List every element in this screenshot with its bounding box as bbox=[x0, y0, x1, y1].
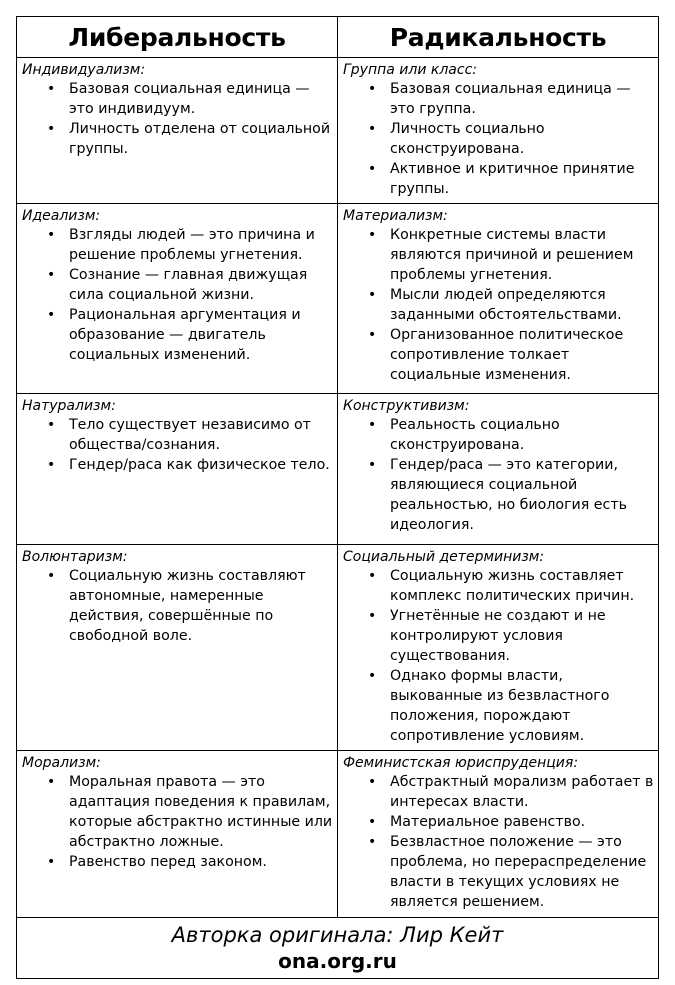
header-liberal: Либеральность bbox=[17, 17, 338, 58]
bullet-item: • Рациональная аргументация и образование — двигатель социальных изменений. bbox=[21, 305, 333, 365]
bullet-item: • Гендер/раса как физическое тело. bbox=[21, 455, 333, 475]
cell-radical bbox=[338, 545, 659, 751]
cell-radical bbox=[338, 204, 659, 394]
table-row bbox=[17, 394, 659, 545]
cell-title: Натурализм: bbox=[22, 398, 116, 414]
cell-radical bbox=[338, 58, 659, 204]
footer-cell bbox=[17, 918, 659, 979]
bullet-item: • Мысли людей определяются заданными обстоятельствами. bbox=[342, 285, 654, 325]
bullet-item: • Социальную жизнь составляют автономные, намеренные действия, совершённые по свободной воле. bbox=[21, 566, 333, 646]
bullet-item: • Базовая социальная единица — это группа. bbox=[342, 79, 654, 119]
header-radical: Радикальность bbox=[338, 17, 659, 58]
bullet-item: • Гендер/раса — это категории, являющиеся социальной реальностью, но биология есть идеология. bbox=[342, 455, 654, 535]
bullet-item: • Сознание — главная движущая сила социальной жизни. bbox=[21, 265, 333, 305]
cell-title: Индивидуализм: bbox=[22, 62, 146, 78]
footer-row bbox=[17, 918, 659, 979]
bullet-item: • Базовая социальная единица — это индивидуум. bbox=[21, 79, 333, 119]
cell-title: Конструктивизм: bbox=[343, 398, 470, 414]
bullet-item: • Равенство перед законом. bbox=[21, 852, 333, 872]
table-row bbox=[17, 751, 659, 918]
author-credit: Авторка оригинала: Лир Кейт bbox=[171, 923, 504, 947]
bullet-item: • Абстрактный морализм работает в интересах власти. bbox=[342, 772, 654, 812]
bullet-list bbox=[21, 79, 333, 159]
bullet-item: • Однако формы власти, выкованные из безвластного положения, порождают сопротивление условиям. bbox=[342, 666, 654, 746]
table-row bbox=[17, 204, 659, 394]
bullet-list bbox=[342, 415, 654, 535]
cell-title: Идеализм: bbox=[22, 208, 101, 224]
cell-title: Волюнтаризм: bbox=[22, 549, 128, 565]
bullet-item: • Материальное равенство. bbox=[342, 812, 654, 832]
cell-title: Феминистская юриспруденция: bbox=[343, 755, 579, 771]
bullet-item: • Социальную жизнь составляет комплекс политических причин. bbox=[342, 566, 654, 606]
bullet-list bbox=[21, 415, 333, 475]
table-row bbox=[17, 58, 659, 204]
comparison-table bbox=[16, 16, 659, 979]
cell-radical bbox=[338, 751, 659, 918]
bullet-item: • Взгляды людей — это причина и решение проблемы угнетения. bbox=[21, 225, 333, 265]
header-row bbox=[17, 17, 659, 58]
site-link[interactable]: ona.org.ru bbox=[278, 949, 397, 973]
cell-liberal bbox=[17, 545, 338, 751]
bullet-item: • Активное и критичное принятие группы. bbox=[342, 159, 654, 199]
bullet-item: • Конкретные системы власти являются причиной и решением проблемы угнетения. bbox=[342, 225, 654, 285]
cell-liberal bbox=[17, 394, 338, 545]
bullet-list bbox=[21, 772, 333, 872]
bullet-list bbox=[21, 566, 333, 646]
bullet-list bbox=[342, 225, 654, 385]
bullet-item: • Моральная правота — это адаптация поведения к правилам, которые абстрактно истинные или абстрактно ложные. bbox=[21, 772, 333, 852]
bullet-list bbox=[342, 566, 654, 746]
cell-title: Морализм: bbox=[22, 755, 101, 771]
cell-liberal bbox=[17, 751, 338, 918]
cell-liberal bbox=[17, 204, 338, 394]
bullet-item: • Тело существует независимо от общества/сознания. bbox=[21, 415, 333, 455]
cell-title: Материализм: bbox=[343, 208, 448, 224]
bullet-list bbox=[342, 772, 654, 912]
bullet-list bbox=[21, 225, 333, 365]
cell-liberal bbox=[17, 58, 338, 204]
cell-title: Группа или класс: bbox=[343, 62, 477, 78]
table-row bbox=[17, 545, 659, 751]
bullet-item: • Безвластное положение — это проблема, но перераспределение власти в текущих условиях не является решением. bbox=[342, 832, 654, 912]
cell-title: Социальный детерминизм: bbox=[343, 549, 545, 565]
bullet-item: • Личность отделена от социальной группы. bbox=[21, 119, 333, 159]
bullet-list bbox=[342, 79, 654, 199]
bullet-item: • Реальность социально сконструирована. bbox=[342, 415, 654, 455]
bullet-item: • Личность социально сконструирована. bbox=[342, 119, 654, 159]
bullet-item: • Организованное политическое сопротивление толкает социальные изменения. bbox=[342, 325, 654, 385]
cell-radical bbox=[338, 394, 659, 545]
bullet-item: • Угнетённые не создают и не контролируют условия существования. bbox=[342, 606, 654, 666]
